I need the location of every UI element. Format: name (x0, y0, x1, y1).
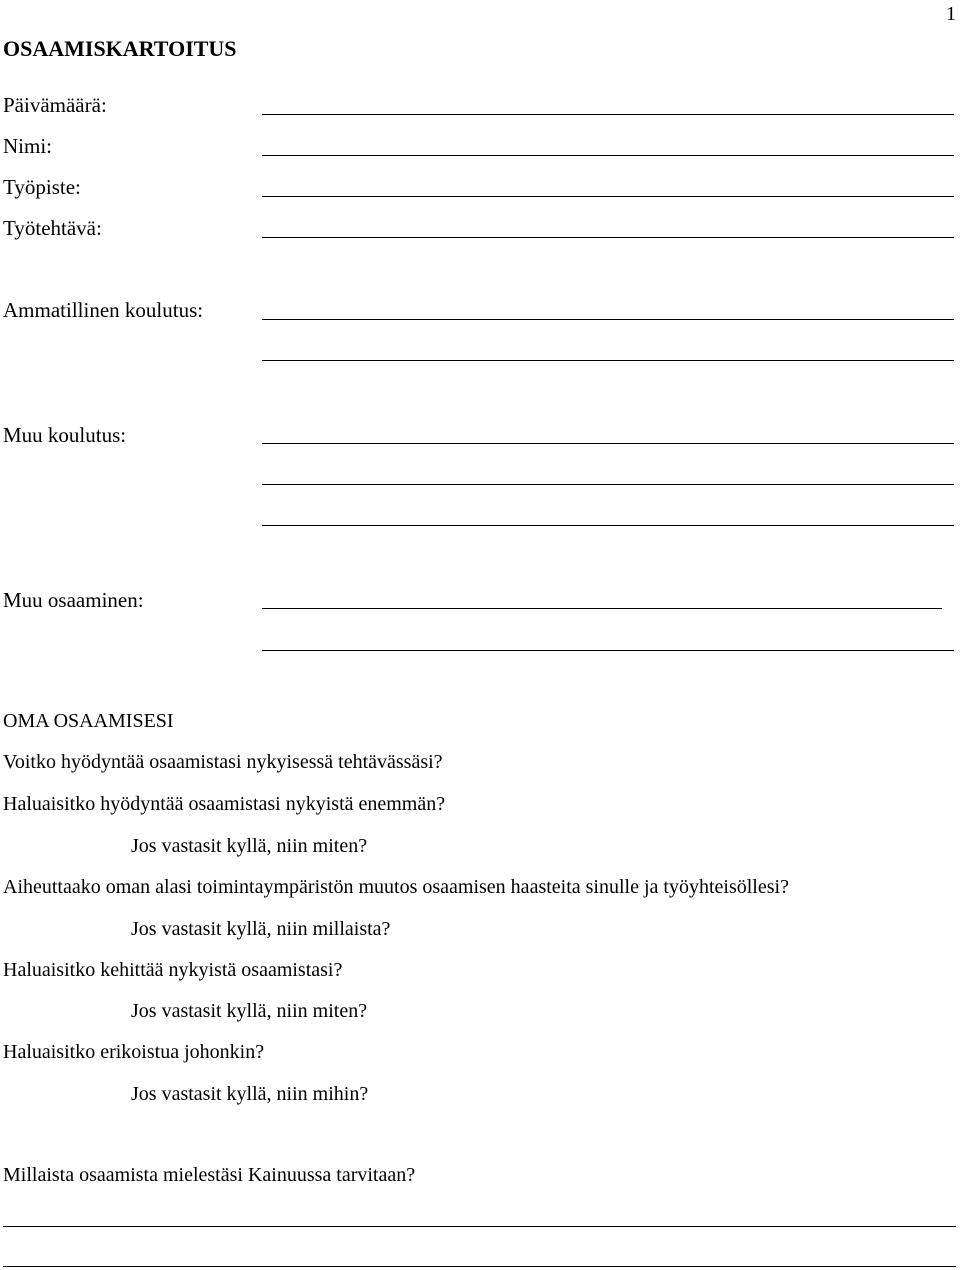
other-education-line-3[interactable] (262, 525, 954, 526)
answer-line-2[interactable] (3, 1266, 956, 1267)
task-field-line[interactable] (262, 237, 954, 238)
page-title: OSAAMISKARTOITUS (3, 36, 237, 61)
followup-how: Jos vastasit kyllä, niin miten? (131, 835, 368, 857)
question-develop-skills: Haluaisitko kehittää nykyistä osaamistasi? (3, 959, 343, 981)
page-number: 1 (946, 3, 956, 25)
section-heading: OMA OSAAMISESI (3, 710, 174, 732)
name-field-line[interactable] (262, 155, 954, 156)
other-skills-line-2[interactable] (262, 650, 954, 651)
question-environment-change: Aiheuttaako oman alasi toimintaympäristön muutos osaamisen haasteita sinulle ja työyhteisöllesi? (3, 876, 789, 898)
vocational-education-line-2[interactable] (262, 360, 954, 361)
other-education-label: Muu koulutus: (3, 423, 127, 447)
other-skills-label: Muu osaaminen: (3, 588, 144, 612)
followup-how-develop: Jos vastasit kyllä, niin miten? (131, 1000, 368, 1022)
other-skills-line-1[interactable] (262, 608, 942, 609)
vocational-education-line-1[interactable] (262, 319, 954, 320)
followup-what-kind: Jos vastasit kyllä, niin millaista? (131, 918, 391, 940)
name-label: Nimi: (3, 134, 53, 158)
workplace-field-line[interactable] (262, 196, 954, 197)
answer-line-1[interactable] (3, 1226, 956, 1227)
question-use-skills: Voitko hyödyntää osaamistasi nykyisessä tehtävässäsi? (3, 751, 443, 773)
followup-in-what: Jos vastasit kyllä, niin mihin? (131, 1083, 369, 1105)
task-label: Työtehtävä: (3, 216, 102, 240)
date-field-line[interactable] (262, 114, 954, 115)
question-kainuu-skills: Millaista osaamista mielestäsi Kainuussa tarvitaan? (3, 1164, 416, 1186)
vocational-education-label: Ammatillinen koulutus: (3, 298, 204, 322)
workplace-label: Työpiste: (3, 175, 81, 199)
date-label: Päivämäärä: (3, 93, 107, 117)
other-education-line-1[interactable] (262, 443, 954, 444)
other-education-line-2[interactable] (262, 484, 954, 485)
question-specialize: Haluaisitko erikoistua johonkin? (3, 1041, 265, 1063)
question-use-more: Haluaisitko hyödyntää osaamistasi nykyistä enemmän? (3, 793, 446, 815)
